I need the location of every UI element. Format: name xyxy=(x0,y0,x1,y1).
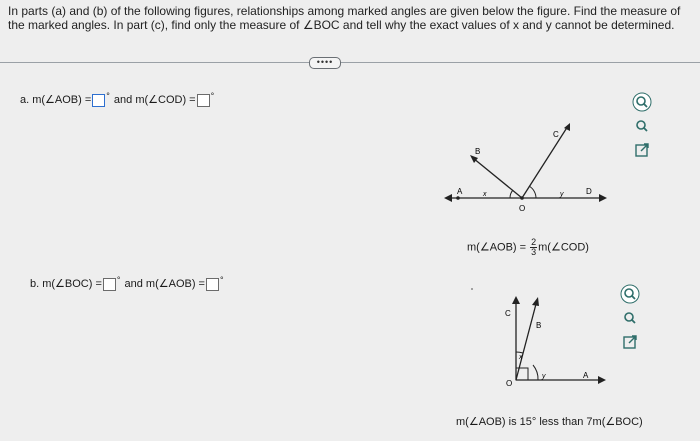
part-b-answer-row xyxy=(30,277,224,291)
label-c: C xyxy=(553,130,559,139)
zoom-in-icon[interactable] xyxy=(632,92,652,112)
figure-b-tools xyxy=(620,284,644,356)
label-o: O xyxy=(519,204,526,213)
ray-oc xyxy=(522,126,568,198)
caption-right: m(∠COD) xyxy=(538,241,589,254)
zoom-out-icon[interactable] xyxy=(620,308,640,328)
popout-icon[interactable] xyxy=(632,140,652,160)
part-a-prefix: a. m(∠AOB) = xyxy=(20,94,92,106)
point-a xyxy=(456,196,460,200)
label-b: B xyxy=(536,321,542,330)
ray-ob xyxy=(473,158,522,198)
zoom-out-icon[interactable] xyxy=(632,116,652,136)
arrow-d xyxy=(599,194,607,202)
label-y: y xyxy=(560,191,564,198)
label-o: O xyxy=(506,379,513,388)
degree-symbol: ° xyxy=(220,275,224,285)
fraction-denominator: 3 xyxy=(531,247,537,257)
part-b-prefix: b. m(∠BOC) = xyxy=(30,278,102,290)
arrow-c xyxy=(512,296,520,304)
degree-symbol: ° xyxy=(210,91,215,101)
part-b-middle: and m(∠AOB) = xyxy=(124,278,205,290)
popout-icon[interactable] xyxy=(620,332,640,352)
arrow-a xyxy=(598,376,606,384)
figure-b-caption: m(∠AOB) is 15° less than 7m(∠BOC) xyxy=(456,416,643,428)
expand-button[interactable]: •••• xyxy=(309,57,341,69)
angle-x-arc xyxy=(516,352,523,353)
point-o xyxy=(520,196,524,200)
figure-b-diagram xyxy=(498,290,608,390)
label-x: x xyxy=(519,354,523,361)
degree-symbol: ° xyxy=(106,91,110,101)
part-a-answer-row xyxy=(20,93,214,107)
label-a: A xyxy=(583,371,589,380)
fraction xyxy=(530,238,537,257)
label-c: C xyxy=(505,309,511,318)
label-y: y xyxy=(542,373,546,380)
section-divider xyxy=(0,62,700,63)
label-b: B xyxy=(475,147,481,156)
angle-x-arc xyxy=(510,190,513,198)
ray-ob xyxy=(516,304,536,380)
degree-symbol: ° xyxy=(116,275,121,285)
aob-b-answer-input[interactable] xyxy=(206,278,219,291)
figure-a-tools xyxy=(632,92,656,164)
cod-answer-input[interactable] xyxy=(197,94,210,107)
angle-y-arc xyxy=(529,186,536,198)
label-d: D xyxy=(586,187,592,196)
label-a: A xyxy=(457,187,463,196)
arrow-b xyxy=(532,297,539,306)
figure-a-diagram xyxy=(440,118,610,218)
fraction-numerator: 2 xyxy=(531,237,537,247)
zoom-in-icon[interactable] xyxy=(620,284,640,304)
figure-a-caption xyxy=(467,238,589,257)
arrow-a xyxy=(444,194,452,202)
label-x: x xyxy=(483,191,487,198)
aob-answer-input[interactable] xyxy=(92,94,105,107)
problem-instructions: In parts (a) and (b) of the following figures, relationships among marked angles are given below the figure. Find the measure of the marked angles. In part (c), find only the measure of ∠BOC and tell why the exact values of x and y cannot be determined. xyxy=(8,4,681,32)
part-a-middle: and m(∠COD) = xyxy=(113,94,196,106)
boc-answer-input[interactable] xyxy=(103,278,116,291)
caption-left: m(∠AOB) = xyxy=(467,241,527,254)
stray-dot xyxy=(471,288,473,290)
angle-y-arc xyxy=(533,365,538,380)
